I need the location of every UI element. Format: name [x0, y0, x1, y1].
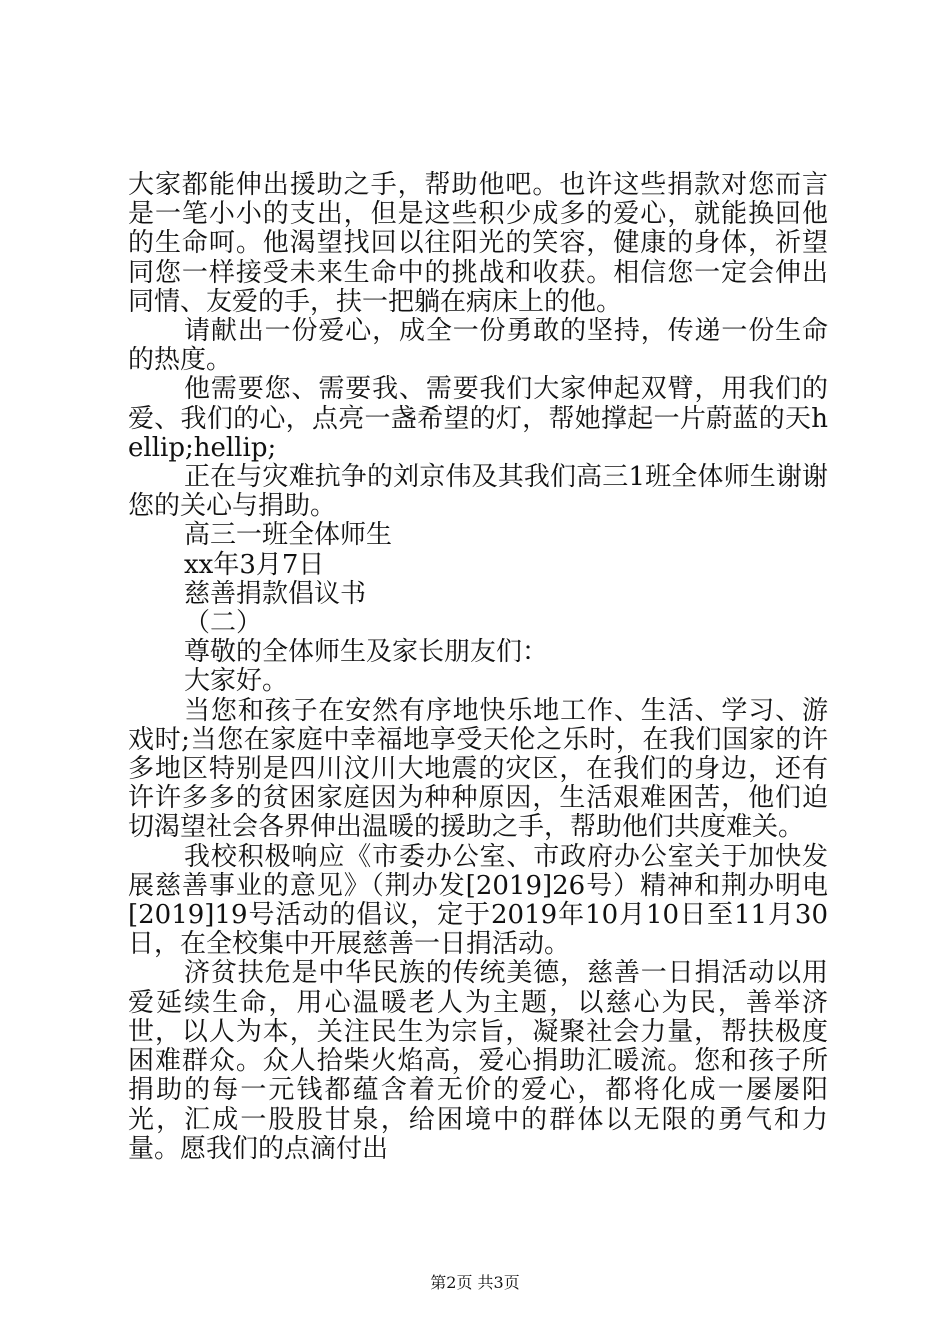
section-title: 慈善捐款倡议书 [184, 578, 367, 609]
salutation: 尊敬的全体师生及家长朋友们： [184, 637, 549, 668]
page-footer: 第2页 共3页 [430, 1273, 520, 1292]
signature-line: 高三一班全体师生 [184, 520, 393, 551]
paragraph: 正在与灾难抗争的刘京伟及其我们高三1班全体师生谢谢您的关心与捐助。 [128, 462, 828, 522]
paragraph: 请献出一份爱心，成全一份勇敢的坚持，传递一份生命的热度。 [128, 316, 828, 376]
document-body [128, 171, 828, 1164]
greeting: 大家好。 [184, 666, 289, 697]
section-number: （二） [184, 608, 263, 639]
paragraph: 济贫扶危是中华民族的传统美德，慈善一日捐活动以用爱延续生命，用心温暖老人为主题，以慈心为民，善举济世，以人为本，关注民生为宗旨，凝聚社会力量，帮扶极度困难群众。众人拾柴火焰高，爱心捐助汇暖流。您和孩子所捐助的每一元钱都蕴含着无价的爱心，都将化成一屡屡阳光，汇成一股股甘泉，给困境中的群体以无限的勇气和力量。愿我们的点滴付出 [128, 958, 828, 1164]
paragraph: 他需要您、需要我、需要我们大家伸起双臂，用我们的爱、我们的心，点亮一盏希望的灯，帮她撑起一片蔚蓝的天hellip;hellip; [128, 374, 828, 463]
paragraph: 当您和孩子在安然有序地快乐地工作、生活、学习、游戏时;当您在家庭中幸福地享受天伦之乐时，在我们国家的许多地区特别是四川汶川大地震的灾区，在我们的身边，还有许许多多的贫困家庭因为种种原因，生活艰难困苦，他们迫切渴望社会各界伸出温暖的援助之手，帮助他们共度难关。 [128, 695, 828, 843]
paragraph: 我校积极响应《市委办公室、市政府办公室关于加快发展慈善事业的意见》（荆办发[2019]26号）精神和荆办明电[2019]19号活动的倡议，定于2019年10月10日至11月30日，在全校集中开展慈善一日捐活动。 [128, 841, 828, 960]
paragraph: 大家都能伸出援助之手，帮助他吧。也许这些捐款对您而言是一笔小小的支出，但是这些积少成多的爱心，就能换回他的生命呵。他渴望找回以往阳光的笑容，健康的身体，祈望同您一样接受未来生命中的挑战和收获。相信您一定会伸出同情、友爱的手，扶一把躺在病床上的他。 [128, 170, 828, 317]
date-line: xx年3月7日 [184, 549, 325, 580]
